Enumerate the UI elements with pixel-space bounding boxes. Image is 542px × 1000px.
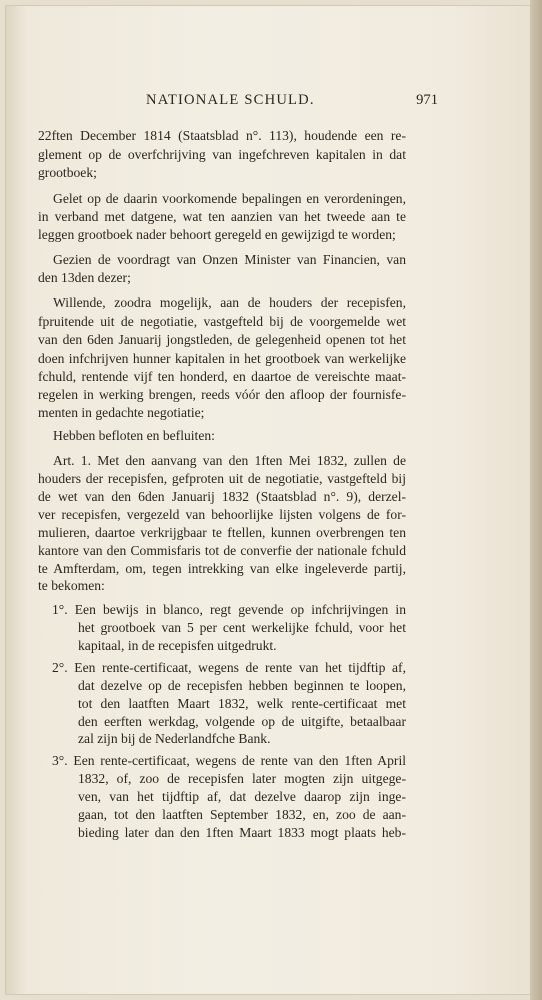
text-line: van den 6den Januarij jongstleden, de gelegenheid openen tot het: [38, 332, 406, 347]
text-line: glement op de overfchrijving van ingefchreven kapitalen in dat: [38, 147, 406, 162]
text-line: doen infchrijven hunner kapitalen in het grootboek van werkelijke: [38, 351, 406, 366]
text-line: 2°. Een rente-certificaat, wegens de rente van het tijdftip af,: [52, 660, 406, 675]
book-page-edge: [530, 0, 542, 1000]
text-line: Gelet op de daarin voorkomende bepalingen en verordeningen,: [53, 191, 406, 206]
text-line: bieding later dan den 1ften Maart 1833 mogt plaats heb-: [78, 825, 406, 840]
book-page: [6, 6, 530, 994]
text-line: 22ften December 1814 (Staatsblad n°. 113), houdende een re-: [38, 128, 406, 143]
text-line: tot den laatften Maart 1832, welk rente-certificaat met: [78, 696, 406, 711]
text-line: het grootboek van 5 per cent werkelijke fchuld, voor het: [78, 620, 406, 635]
text-line: Hebben befloten en befluiten:: [53, 428, 215, 443]
text-line: te bekomen:: [38, 578, 105, 593]
text-line: Gezien de voordragt van Onzen Minister van Financien, van: [53, 252, 406, 267]
text-line: 3°. Een rente-certificaat, wegens de rente van den 1ften April: [52, 753, 406, 768]
text-line: te Amfterdam, om, tegen intrekking van elke ingeleverde partij,: [38, 561, 406, 576]
running-head: NATIONALE SCHULD.: [146, 92, 315, 108]
text-line: menten in gedachte negotiatie;: [38, 405, 205, 420]
text-line: regelen in werking brengen, reeds vóór den afloop der fournisfe-: [38, 387, 406, 402]
text-line: grootboek;: [38, 165, 97, 180]
text-line: zal zijn bij de Nederlandfche Bank.: [78, 731, 271, 746]
text-line: Willende, zoodra mogelijk, aan de houders der recepisfen,: [53, 295, 406, 310]
text-line: fchuld, rentende vijf ten honderd, en daartoe de vereischte maat-: [38, 369, 406, 384]
text-line: 1832, of, zoo de recepisfen later mogten zijn uitgege-: [78, 771, 406, 786]
text-line: gaan, tot den laatften September 1832, en, zoo de aan-: [78, 807, 406, 822]
text-line: kapitaal, in de recepisfen uitgedrukt.: [78, 638, 277, 653]
text-line: leggen grootboek nader behoort geregeld en gewijzigd te worden;: [38, 227, 396, 242]
text-line: dat dezelve op de recepisfen hebben beginnen te loopen,: [78, 678, 406, 693]
page-number: 971: [416, 92, 438, 108]
text-line: den 13den dezer;: [38, 270, 131, 285]
text-line: mulieren, daartoe verkrijgbaar te ftellen, kunnen overbrengen ten: [38, 525, 406, 540]
text-line: fpruitende uit de negotiatie, vastgefteld bij de voorgemelde wet: [38, 314, 406, 329]
text-line: in verband met datgene, wat ten aanzien van het tweede aan te: [38, 209, 406, 224]
text-line: 1°. Een bewijs in blanco, regt gevende op infchrijvingen in: [52, 602, 406, 617]
text-line: houders der recepisfen, gefproten uit de negotiatie, vastgefteld bij: [38, 471, 406, 486]
text-line: kantore van den Commisfaris tot de converfie der nationale fchuld: [38, 543, 406, 558]
text-line: de wet van den 6den Januarij 1832 (Staatsblad n°. 9), derzel-: [38, 489, 406, 504]
text-line: ven, van het tijdftip af, dat dezelve daarop zijn inge-: [78, 789, 406, 804]
text-line: Art. 1. Met den aanvang van den 1ften Mei 1832, zullen de: [53, 453, 406, 468]
text-line: den eerften werkdag, volgende op de uitgifte, betaalbaar: [78, 714, 406, 729]
text-line: ver recepisfen, vergezeld van behoorlijke lijsten volgens de for-: [38, 507, 406, 522]
